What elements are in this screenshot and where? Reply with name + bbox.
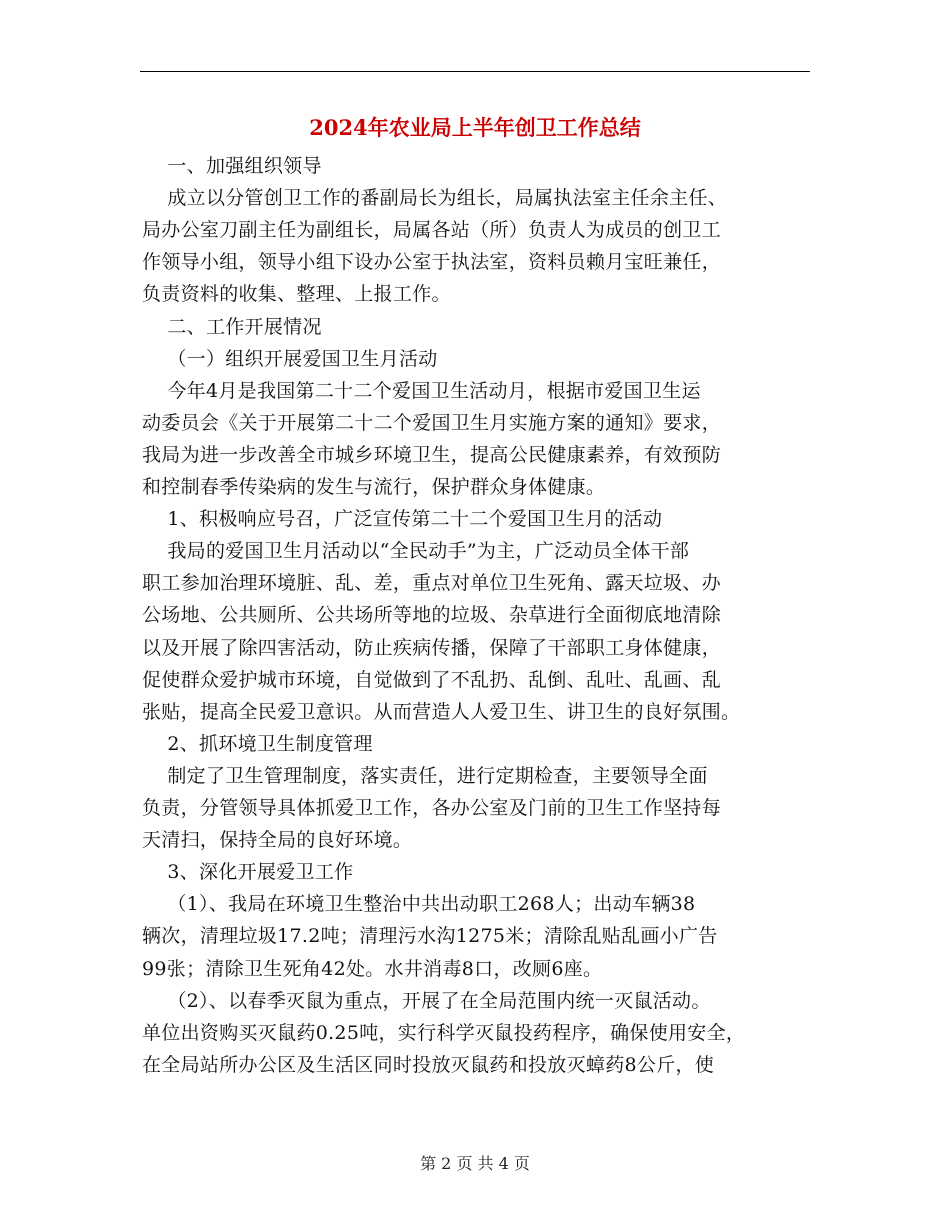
- text-line: 成立以分管创卫工作的番副局长为组长，局属执法室主任余主任、: [142, 187, 728, 210]
- text-line: 作领导小组，领导小组下设办公室于执法室，资料员赖月宝旺兼任，: [142, 251, 722, 274]
- text-line: （一）组织开展爱国卫生月活动: [142, 347, 438, 370]
- text-line: 2、抓环境卫生制度管理: [142, 732, 373, 755]
- text-line: 辆次，清理垃圾17.2吨；清理污水沟1275米；清除乱贴乱画小广告: [142, 925, 718, 948]
- text-line: 在全局站所办公区及生活区同时投放灭鼠药和投放灭蟑药8公斤，使: [142, 1053, 715, 1076]
- text-line: 我局为进一步改善全市城乡环境卫生，提高公民健康素养，有效预防: [142, 443, 722, 466]
- page-number: 第 2 页 共 4 页: [420, 1154, 530, 1173]
- text-line: 张贴，提高全民爱卫意识。从而营造人人爱卫生、讲卫生的良好氛围。: [142, 700, 741, 723]
- text-line: 动委员会《关于开展第二十二个爱国卫生月实施方案的通知》要求，: [142, 411, 722, 434]
- text-line: 一、加强组织领导: [142, 155, 322, 177]
- text-line: 3、深化开展爱卫工作: [142, 861, 354, 884]
- text-line: 负责资料的收集、整理、上报工作。: [142, 283, 451, 306]
- text-line: 今年4月是我国第二十二个爱国卫生活动月，根据市爱国卫生运: [142, 379, 701, 402]
- text-line: 公场地、公共厕所、公共场所等地的垃圾、杂草进行全面彻底地清除: [142, 604, 722, 627]
- text-line: 局办公室刀副主任为副组长，局属各站（所）负责人为成员的创卫工: [142, 219, 722, 242]
- header-rule: [140, 71, 810, 72]
- text-line: 职工参加治理环境脏、乱、差，重点对单位卫生死角、露天垃圾、办: [142, 572, 722, 595]
- text-line: 天清扫，保持全局的良好环境。: [142, 829, 413, 852]
- text-line: （2）、以春季灭鼠为重点，开展了在全局范围内统一灭鼠活动。: [142, 989, 711, 1012]
- document-title: 2024年农业局上半年创卫工作总结: [309, 115, 641, 140]
- text-line: 促使群众爱护城市环境，自觉做到了不乱扔、乱倒、乱吐、乱画、乱: [142, 668, 722, 691]
- text-line: 和控制春季传染病的发生与流行，保护群众身体健康。: [142, 476, 606, 498]
- text-line: 以及开展了除四害活动，防止疾病传播，保障了干部职工身体健康，: [142, 636, 722, 659]
- text-line: 我局的爱国卫生月活动以“全民动手”为主，广泛动员全体干部: [142, 540, 690, 563]
- text-line: 单位出资购买灭鼠药0.25吨，实行科学灭鼠投药程序，确保使用安全，: [142, 1021, 746, 1044]
- text-line: 99张；清除卫生死角42处。水井消毒8口，改厕6座。: [142, 957, 603, 980]
- text-line: 1、积极响应号召，广泛宣传第二十二个爱国卫生月的活动: [142, 508, 663, 531]
- text-line: 制定了卫生管理制度，落实责任，进行定期检查，主要领导全面: [142, 764, 708, 787]
- text-line: 负责，分管领导具体抓爱卫工作，各办公室及门前的卫生工作坚持每: [142, 797, 722, 819]
- text-line: （1）、我局在环境卫生整治中共出动职工268人；出动车辆38: [142, 893, 696, 916]
- text-line: 二、工作开展情况: [142, 315, 322, 338]
